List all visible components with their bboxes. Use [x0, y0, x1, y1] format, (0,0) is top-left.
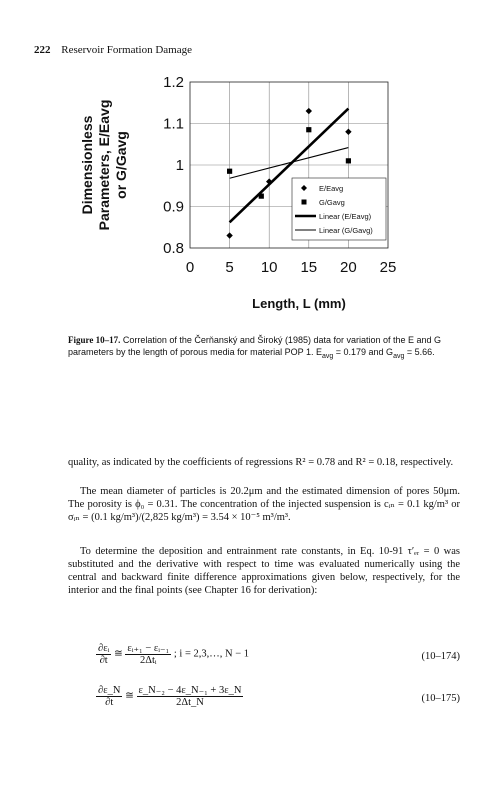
- point-e-diamond: [226, 232, 232, 238]
- y-tick-label: 0.8: [163, 240, 184, 257]
- eq2-number: (10–175): [421, 693, 460, 704]
- page-number: 222: [34, 44, 51, 56]
- eq1-number: (10–174): [421, 651, 460, 662]
- x-tick-label: 15: [300, 259, 318, 276]
- legend-entry: Linear (E/Eavg): [319, 212, 372, 221]
- eq1-condition: ; i = 2,3,…, N − 1: [173, 648, 249, 660]
- running-title: Reservoir Formation Damage: [61, 44, 192, 56]
- eq2-lhs-den: ∂t: [105, 696, 114, 708]
- x-tick-label: 0: [185, 259, 195, 276]
- y-tick-label: 1.1: [163, 115, 184, 133]
- caption-mid: = 0.179 and G: [333, 347, 394, 357]
- y-axis-label-line: Dimensionless: [79, 115, 95, 215]
- x-tick-label: 20: [340, 259, 357, 276]
- eq2-rhs-den: 2Δt_N: [176, 697, 204, 708]
- paragraph-method: To determine the deposition and entrainment rate constants, in Eq. 10-91 τ′ₑᵣ = 0 was substituted and the derivative with respect to time was evaluated numerically using the central and backward finite difference approximations given below, respectively, for the interior and the final points (see Chapter 16 for derivation):: [68, 546, 460, 596]
- point-g-square: [346, 158, 351, 163]
- x-tick-label: 5: [225, 259, 234, 276]
- x-axis-label: Length, L (mm): [252, 296, 346, 311]
- point-g-square: [306, 127, 311, 132]
- eq1-lhs-den: ∂t: [99, 654, 108, 666]
- y-tick-label: 0.9: [163, 198, 184, 216]
- point-e-diamond: [306, 108, 312, 114]
- paragraph-particles: The mean diameter of particles is 20.2μm and the estimated dimension of pores 50μm. The porosity is ϕ₀ = 0.31. The concentration of the injected suspension is cᵢₙ = 0.1 kg/m³ or σᵢₙ = (0.1 kg/m³)/(2,825 kg/m³) = 3.54 × 10⁻⁵ m³/m³.: [68, 486, 460, 523]
- legend-entry: Linear (G/Gavg): [319, 226, 373, 235]
- legend-entry: E/Eavg: [319, 184, 344, 193]
- y-tick-label: 1.2: [163, 74, 184, 91]
- caption-sub-e: avg: [321, 352, 334, 360]
- figure-caption: [68, 334, 460, 363]
- x-tick-label: 10: [260, 259, 278, 276]
- legend-marker-square: [302, 200, 307, 205]
- paragraph-regression: quality, as indicated by the coefficients of regressions R² = 0.78 and R² = 0.18, respectively.: [68, 457, 454, 468]
- point-g-square: [259, 194, 264, 199]
- equation-10-174: $\frac{\text{∂εᵢ}}{\partial t}$ ≅ $\frac{\text{εᵢ₊₁ − εᵢ₋₁}}{\text{2Δtᵢ}}$ ; i = 2,3,…, N − 1 (10–174): [98, 642, 460, 666]
- point-e-diamond: [345, 129, 351, 135]
- eq2-lhs-num: ∂ε_N: [98, 684, 121, 696]
- legend-entry: G/Gavg: [319, 198, 345, 207]
- eq1-lhs-num: ∂εᵢ: [98, 642, 110, 654]
- trendline-g: [230, 148, 349, 179]
- regression-chart: [70, 70, 410, 320]
- equation-10-175: $\frac{\partial\varepsilon\_N}{\partial t}$ ≅ $\frac{\text{ε\_N₋₂ − 4ε\_N₋₁ + 3ε\_N}}{2\Delta t\_N}$ (10–175): [98, 684, 460, 708]
- figure-label: Figure 10–17.: [68, 335, 121, 345]
- point-g-square: [227, 169, 232, 174]
- caption-sub-g: avg: [393, 352, 405, 360]
- eq2-rhs-num: ε_N₋₂ − 4ε_N₋₁ + 3ε_N: [138, 685, 242, 696]
- y-axis-label-line: Parameters, E/Eavg: [96, 99, 112, 231]
- eq1-rhs-den: 2Δtᵢ: [139, 655, 157, 666]
- caption-text: Correlation of the Čerňanský and Široký (1985) data for variation of the E and G parameters by the length of porous media for material POP 1. E: [68, 335, 442, 357]
- x-tick-label: 25: [379, 259, 397, 276]
- y-axis-label-line: or G/Gavg: [113, 131, 129, 199]
- y-tick-label: 1: [175, 157, 184, 174]
- running-header: [34, 44, 192, 56]
- caption-end: = 5.66.: [404, 347, 435, 357]
- eq1-rhs-num: εᵢ₊₁ − εᵢ₋₁: [127, 643, 170, 654]
